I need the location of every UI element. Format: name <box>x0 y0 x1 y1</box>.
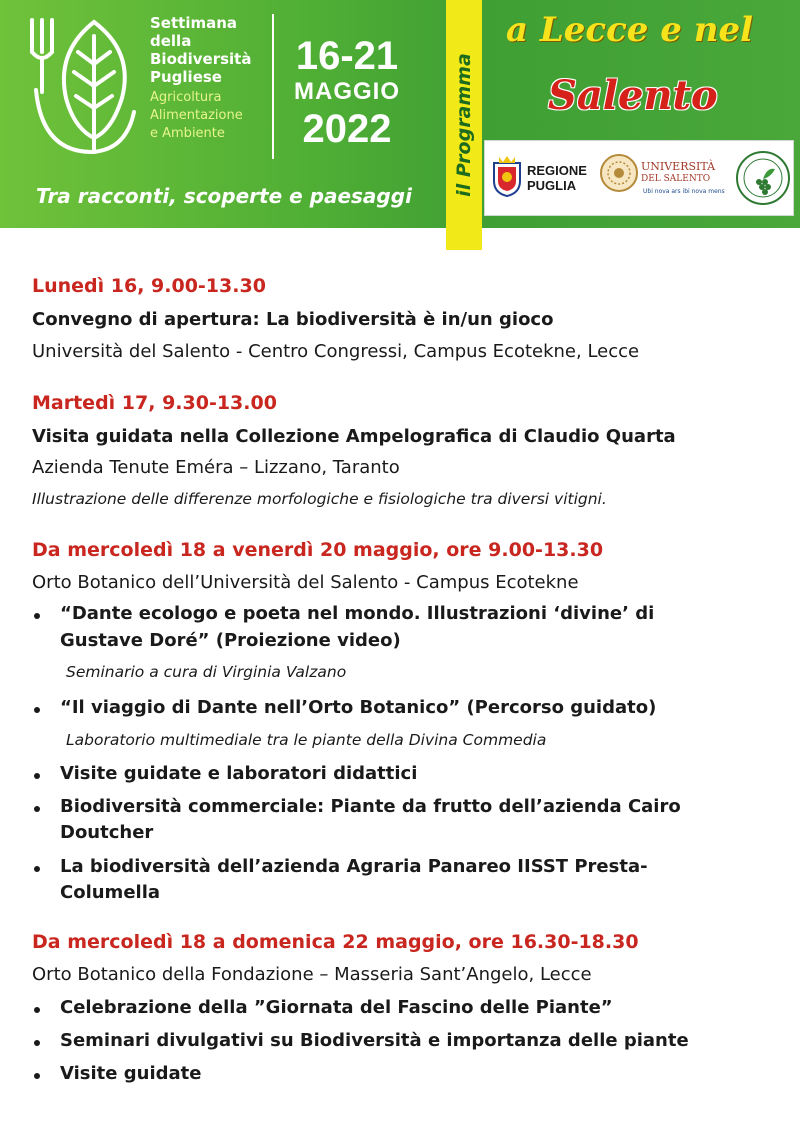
bullet-icon <box>34 1040 40 1046</box>
partner-logos <box>484 140 794 216</box>
leaf-fork-logo-icon <box>22 12 140 162</box>
list-item-continuation: Gustave Doré” (Proiezione video) <box>60 630 401 651</box>
event-location: Università del Salento - Centro Congressi, Campus Ecotekne, Lecce <box>32 341 640 362</box>
tagline: Tra racconti, scoperte e paesaggi <box>36 184 412 208</box>
list-item: Celebrazione della ”Giornata del Fascino delle Piante” <box>60 997 613 1018</box>
event-heading: Lunedì 16, 9.00-13.30 <box>32 275 266 297</box>
list-item: La biodiversità dell’azienda Agraria Panareo IISST Presta- <box>60 856 648 877</box>
header-banner <box>0 0 800 228</box>
bullet-icon <box>34 806 40 812</box>
logo-subtitle-line: Agricoltura <box>150 90 222 105</box>
programme-strip <box>446 0 482 250</box>
logo-title-line: Biodiversità <box>150 50 252 68</box>
list-item-continuation: Columella <box>60 882 161 903</box>
logo-title-line: Settimana <box>150 14 238 32</box>
event-heading: Martedì 17, 9.30-13.00 <box>32 392 277 414</box>
logo-title-line: della <box>150 32 192 50</box>
bullet-icon <box>34 866 40 872</box>
programme-label: il Programma <box>453 53 475 197</box>
list-item: Biodiversità commerciale: Piante da frutto dell’azienda Cairo <box>60 796 681 817</box>
event-heading: Da mercoledì 18 a domenica 22 maggio, ore 16.30-18.30 <box>32 931 639 953</box>
header-divider <box>272 14 274 159</box>
event-heading: Da mercoledì 18 a venerdì 20 maggio, ore 9.00-13.30 <box>32 539 604 561</box>
bullet-icon <box>34 1007 40 1013</box>
event-title: Convegno di apertura: La biodiversità è in/un gioco <box>32 309 554 330</box>
dates-days: 16-21 <box>295 34 399 78</box>
list-item-note: Seminario a cura di Virginia Valzano <box>66 663 347 681</box>
regione-puglia-label: REGIONE PUGLIA <box>527 163 587 193</box>
logo-subtitle-line: e Ambiente <box>150 126 225 141</box>
botanical-circle-logo-icon <box>735 149 791 207</box>
regione-puglia-crest-icon <box>491 155 523 197</box>
list-item: “Dante ecologo e poeta nel mondo. Illustrazioni ‘divine’ di <box>60 603 655 624</box>
location-title-line1: a Lecce e nel <box>506 10 754 50</box>
event-note: Illustrazione delle differenze morfologiche e fisiologiche tra diversi vitigni. <box>32 490 607 508</box>
universita-seal-icon <box>599 153 639 193</box>
event-location: Azienda Tenute Eméra – Lizzano, Taranto <box>32 457 400 478</box>
list-item: “Il viaggio di Dante nell’Orto Botanico” (Percorso guidato) <box>60 697 657 718</box>
event-dates <box>282 34 412 152</box>
event-location: Orto Botanico della Fondazione – Masseria Sant’Angelo, Lecce <box>32 964 592 985</box>
event-title: Visita guidata nella Collezione Ampelografica di Claudio Quarta <box>32 426 676 447</box>
bullet-icon <box>34 773 40 779</box>
bullet-icon <box>34 707 40 713</box>
list-item: Seminari divulgativi su Biodiversità e importanza delle piante <box>60 1030 689 1051</box>
dates-month: MAGGIO <box>294 78 400 105</box>
list-item: Visite guidate <box>60 1063 202 1084</box>
bullet-icon <box>34 613 40 619</box>
location-title-line2: Salento <box>548 72 718 119</box>
dates-year: 2022 <box>302 107 392 151</box>
event-logo-text <box>150 14 270 142</box>
bullet-icon <box>34 1073 40 1079</box>
event-location: Orto Botanico dell’Università del Salento - Campus Ecotekne <box>32 572 579 593</box>
logo-subtitle-line: Alimentazione <box>150 108 243 123</box>
universita-motto: Ubi nova ars ibi nova mens <box>643 188 725 195</box>
logo-title-line: Pugliese <box>150 68 222 86</box>
universita-label: UNIVERSITÀ DEL SALENTO <box>641 160 716 184</box>
list-item: Visite guidate e laboratori didattici <box>60 763 418 784</box>
list-item-note: Laboratorio multimediale tra le piante della Divina Commedia <box>66 731 547 749</box>
list-item-continuation: Doutcher <box>60 822 154 843</box>
